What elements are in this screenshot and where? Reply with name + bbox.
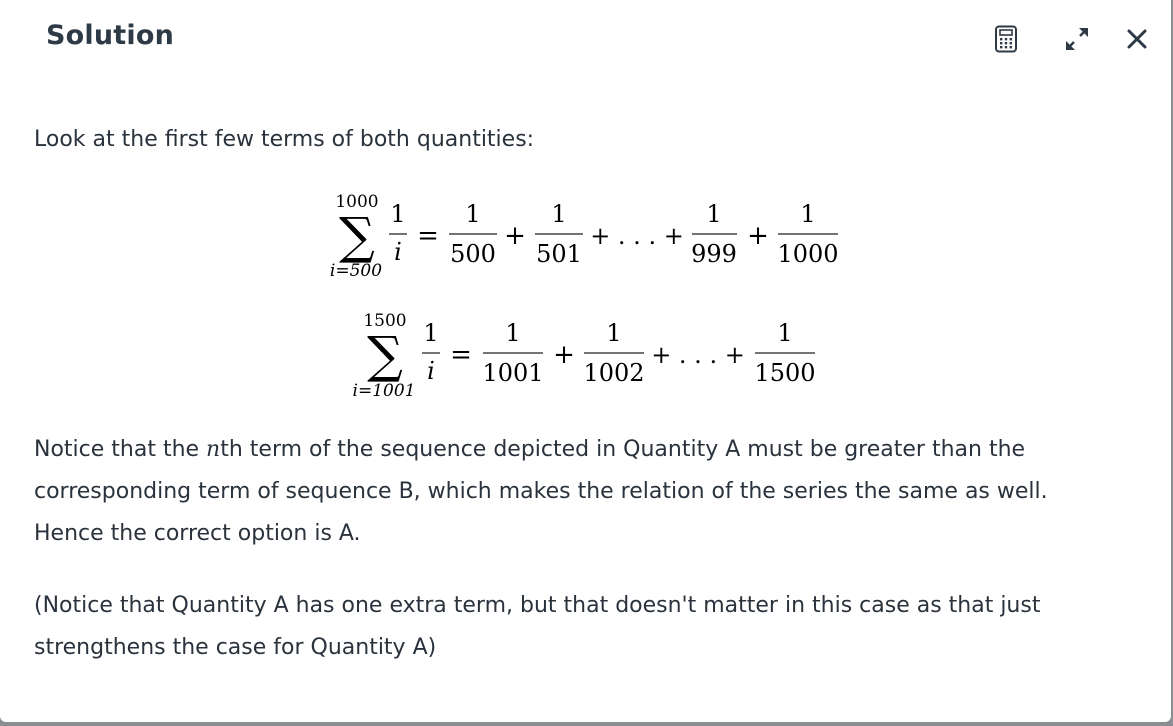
- expand-button[interactable]: [1062, 24, 1092, 54]
- sum-lower-limit: i=500: [329, 261, 383, 281]
- equation-quantity-b: [0, 304, 1171, 414]
- term-numerator: 1: [606, 319, 622, 347]
- sigma-symbol: ∑: [339, 207, 375, 265]
- equals-sign: =: [417, 221, 439, 251]
- term-numerator: 1: [777, 319, 793, 347]
- explanation-text-start: Notice that the: [34, 437, 207, 462]
- ellipsis: + . . . +: [590, 222, 684, 250]
- explanation-paragraph: [34, 429, 1091, 555]
- term-denominator: 1002: [583, 359, 645, 387]
- modal-title: Solution: [46, 20, 175, 51]
- summand-numerator: 1: [423, 319, 439, 347]
- term-denominator: 1001: [482, 359, 544, 387]
- sigma-symbol: ∑: [367, 326, 403, 384]
- plus-sign: +: [553, 340, 575, 370]
- plus-sign: +: [747, 221, 769, 251]
- term-denominator: 1000: [777, 240, 839, 268]
- summand-denominator: i: [394, 238, 402, 266]
- explanation-text-end: th term of the sequence depicted in Quantity A must be greater than the corresponding term of sequence B, which makes the relation of the series the same as well. Hence the correct option is A.: [34, 437, 1048, 546]
- term-denominator: 500: [450, 240, 496, 268]
- summand-denominator: i: [427, 357, 435, 385]
- calculator-button[interactable]: [991, 24, 1021, 54]
- ellipsis: + . . . +: [651, 341, 745, 369]
- term-numerator: 1: [465, 200, 481, 228]
- expand-icon: [1063, 25, 1091, 53]
- close-button[interactable]: [1122, 24, 1152, 54]
- intro-text: Look at the first few terms of both quantities:: [34, 127, 535, 152]
- sum-upper-limit: 1500: [363, 311, 407, 331]
- sum-upper-limit: 1000: [335, 192, 379, 212]
- close-icon: [1125, 27, 1149, 51]
- plus-sign: +: [504, 221, 526, 251]
- summand-numerator: 1: [390, 200, 406, 228]
- term-denominator: 999: [691, 240, 737, 268]
- term-numerator: 1: [551, 200, 567, 228]
- term-numerator: 1: [505, 319, 521, 347]
- term-denominator: 1500: [754, 359, 816, 387]
- sum-lower-limit: i=1001: [352, 381, 416, 401]
- term-denominator: 501: [536, 240, 582, 268]
- equals-sign: =: [450, 340, 472, 370]
- note-paragraph: (Notice that Quantity A has one extra term, but that doesn't matter in this case as that just strengthens the case for Quantity A): [34, 593, 1041, 660]
- term-numerator: 1: [706, 200, 722, 228]
- term-numerator: 1: [800, 200, 816, 228]
- calculator-icon: [994, 25, 1018, 53]
- equation-quantity-a: [0, 185, 1171, 295]
- variable-n: n: [206, 437, 221, 462]
